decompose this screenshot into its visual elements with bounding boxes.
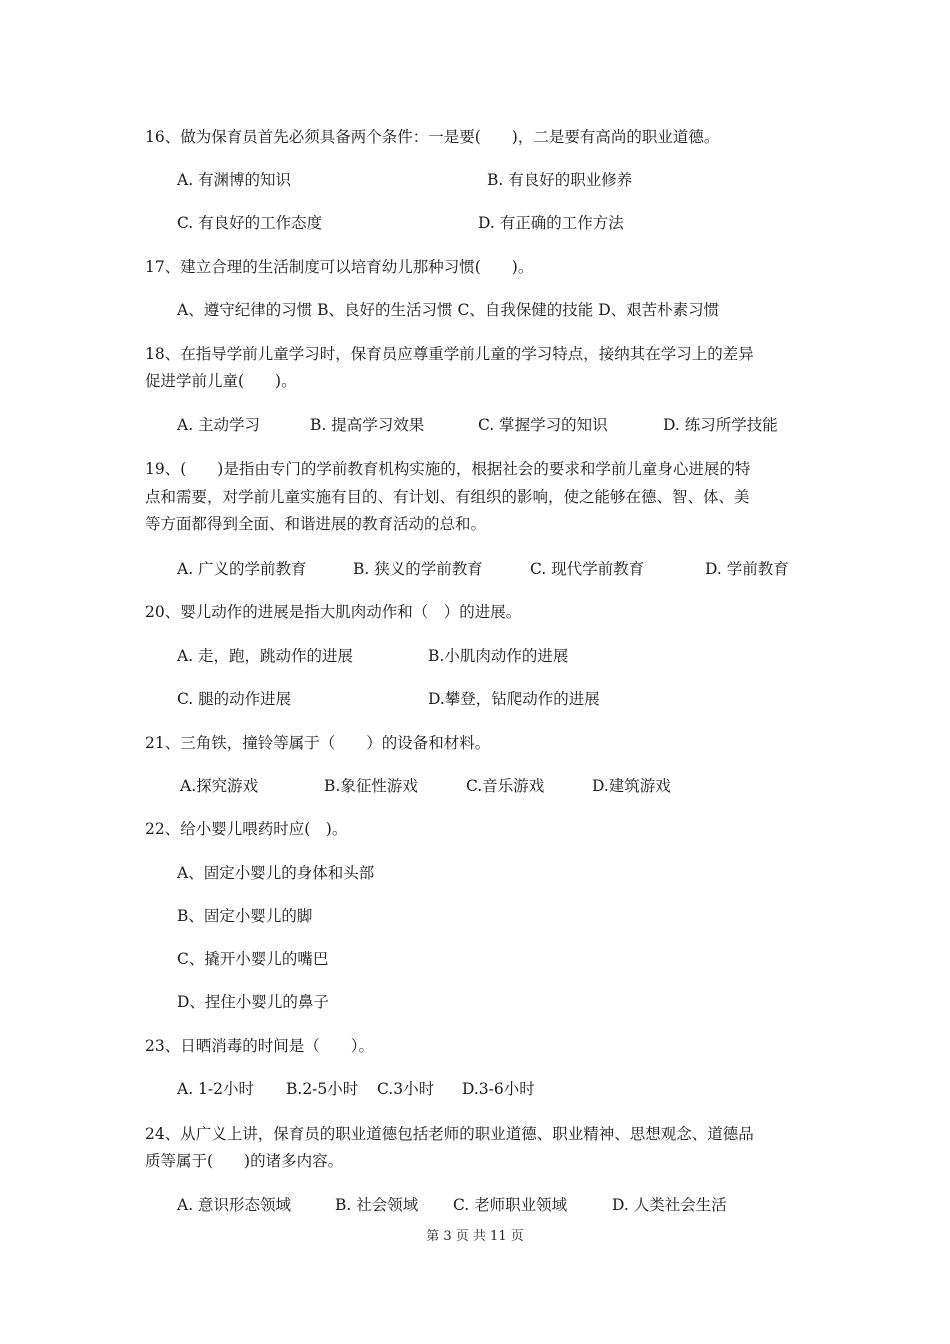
- question-18-stem-line-2: 促进学前儿童( )。: [145, 372, 297, 390]
- q23-option-c: C.3小时: [377, 1080, 435, 1098]
- q16-option-c: C. 有良好的工作态度: [177, 214, 323, 232]
- question-19-stem-line-2: 点和需要，对学前儿童实施有目的、有计划、有组织的影响，使之能够在德、智、体、美: [145, 488, 750, 506]
- q19-option-d: D. 学前教育: [705, 560, 789, 578]
- question-21-stem: 21、三角铁，撞铃等属于（ ）的设备和材料。: [145, 734, 491, 752]
- q24-option-d: D. 人类社会生活: [612, 1196, 727, 1214]
- question-24-stem-line-2: 质等属于( )的诸多内容。: [145, 1152, 344, 1170]
- question-18-stem-line-1: 18、在指导学前儿童学习时，保育员应尊重学前儿童的学习特点，接纳其在学习上的差异: [145, 345, 754, 363]
- q19-option-b: B. 狭义的学前教育: [353, 560, 483, 578]
- question-22-stem: 22、给小婴儿喂药时应( )。: [145, 820, 348, 838]
- question-16-stem: 16、做为保育员首先必须具备两个条件：一是要( )，二是要有高尚的职业道德。: [145, 128, 720, 146]
- q18-option-d: D. 练习所学技能: [663, 416, 778, 434]
- q19-option-a: A. 广义的学前教育: [177, 560, 307, 578]
- q18-option-a: A. 主动学习: [177, 416, 261, 434]
- q20-option-c: C. 腿的动作进展: [177, 690, 292, 708]
- q23-option-a: A. 1-2小时: [177, 1080, 255, 1098]
- q21-option-a: A.探究游戏: [180, 777, 259, 795]
- q20-option-b: B.小肌肉动作的进展: [428, 647, 569, 665]
- q22-option-b: B、固定小婴儿的脚: [177, 907, 313, 925]
- q19-option-c: C. 现代学前教育: [530, 560, 645, 578]
- q24-option-c: C. 老师职业领域: [453, 1196, 568, 1214]
- q21-option-c: C.音乐游戏: [466, 777, 545, 795]
- q23-option-b: B.2-5小时: [286, 1080, 359, 1098]
- q17-options: A、遵守纪律的习惯 B、良好的生活习惯 C、自我保健的技能 D、艰苦朴素习惯: [177, 301, 720, 319]
- question-19-stem-line-3: 等方面都得到全面、和谐进展的教育活动的总和。: [145, 515, 487, 533]
- q16-option-d: D. 有正确的工作方法: [478, 214, 624, 232]
- q24-option-a: A. 意识形态领域: [177, 1196, 292, 1214]
- q22-option-a: A、固定小婴儿的身体和头部: [177, 864, 375, 882]
- q23-option-d: D.3-6小时: [462, 1080, 535, 1098]
- question-19-stem-line-1: 19、( )是指由专门的学前教育机构实施的，根据社会的要求和学前儿童身心进展的特: [145, 460, 751, 478]
- q16-option-b: B. 有良好的职业修养: [487, 171, 633, 189]
- q21-option-d: D.建筑游戏: [592, 777, 671, 795]
- question-23-stem: 23、日晒消毒的时间是（ ）。: [145, 1037, 374, 1055]
- q18-option-b: B. 提高学习效果: [310, 416, 425, 434]
- question-20-stem: 20、婴儿动作的进展是指大肌肉动作和（ ）的进展。: [145, 603, 522, 621]
- q22-option-d: D、捏住小婴儿的鼻子: [177, 993, 329, 1011]
- q18-option-c: C. 掌握学习的知识: [478, 416, 608, 434]
- q20-option-a: A. 走，跑，跳动作的进展: [177, 647, 354, 665]
- question-24-stem-line-1: 24、从广义上讲，保育员的职业道德包括老师的职业道德、职业精神、思想观念、道德品: [145, 1125, 754, 1143]
- q20-option-d: D.攀登，钻爬动作的进展: [428, 690, 600, 708]
- q21-option-b: B.象征性游戏: [324, 777, 418, 795]
- page-number-footer: 第 3 页 共 11 页: [426, 1229, 524, 1244]
- q16-option-a: A. 有渊博的知识: [177, 171, 292, 189]
- question-17-stem: 17、建立合理的生活制度可以培育幼儿那种习惯( )。: [145, 258, 534, 276]
- q24-option-b: B. 社会领域: [335, 1196, 419, 1214]
- q22-option-c: C、撬开小婴儿的嘴巴: [177, 950, 329, 968]
